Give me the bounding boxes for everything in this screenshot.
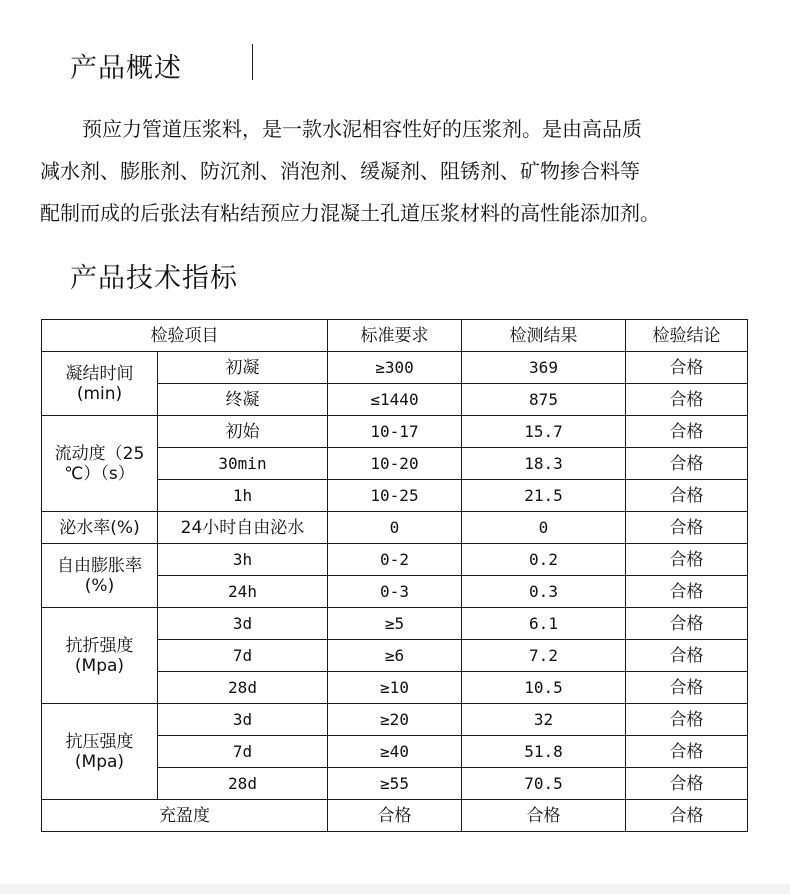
cell-conclusion: 合格 xyxy=(626,736,748,768)
cell-item: 1h xyxy=(158,480,328,512)
table-row xyxy=(42,704,748,736)
cell-standard: ≥300 xyxy=(328,352,462,384)
cell-result: 70.5 xyxy=(462,768,626,800)
cell-result: 18.3 xyxy=(462,448,626,480)
cell-conclusion: 合格 xyxy=(626,384,748,416)
spec-table xyxy=(41,319,748,832)
cell-item: 24小时自由泌水 xyxy=(158,512,328,544)
group-flexural-strength: 抗折强度 (Mpa) xyxy=(42,608,158,704)
overview-line-1: 预应力管道压浆料，是一款水泥相容性好的压浆剂。是由高品质 xyxy=(82,117,642,141)
cell-conclusion: 合格 xyxy=(626,800,748,832)
table-row xyxy=(42,416,748,448)
cell-result: 369 xyxy=(462,352,626,384)
group-setting-time: 凝结时间 (min) xyxy=(42,352,158,416)
cell-conclusion: 合格 xyxy=(626,416,748,448)
cell-standard: 10-20 xyxy=(328,448,462,480)
cell-conclusion: 合格 xyxy=(626,544,748,576)
header-item: 检验项目 xyxy=(42,320,328,352)
table-header-row xyxy=(42,320,748,352)
cell-item: 7d xyxy=(158,640,328,672)
cell-conclusion: 合格 xyxy=(626,672,748,704)
cell-item: 初凝 xyxy=(158,352,328,384)
cell-result: 合格 xyxy=(462,800,626,832)
cell-standard: 10-25 xyxy=(328,480,462,512)
overview-line-2: 减水剂、膨胀剂、防沉剂、消泡剂、缓凝剂、阻锈剂、矿物掺合料等 xyxy=(40,159,640,183)
title-divider xyxy=(252,44,253,80)
cell-item: 28d xyxy=(158,768,328,800)
cell-conclusion: 合格 xyxy=(626,768,748,800)
cell-result: 21.5 xyxy=(462,480,626,512)
table-row xyxy=(42,800,748,832)
header-result: 检测结果 xyxy=(462,320,626,352)
cell-conclusion: 合格 xyxy=(626,480,748,512)
cell-standard: ≥5 xyxy=(328,608,462,640)
group-compressive-strength: 抗压强度 (Mpa) xyxy=(42,704,158,800)
cell-item: 初始 xyxy=(158,416,328,448)
cell-conclusion: 合格 xyxy=(626,576,748,608)
cell-result: 6.1 xyxy=(462,608,626,640)
specs-title: 产品技术指标 xyxy=(70,263,238,294)
cell-standard: ≤1440 xyxy=(328,384,462,416)
header-standard: 标准要求 xyxy=(328,320,462,352)
bottom-band xyxy=(0,884,790,894)
cell-result: 51.8 xyxy=(462,736,626,768)
cell-item: 3d xyxy=(158,704,328,736)
cell-result: 875 xyxy=(462,384,626,416)
table-body xyxy=(42,352,748,832)
cell-item: 终凝 xyxy=(158,384,328,416)
cell-result: 0.2 xyxy=(462,544,626,576)
cell-filling-item: 充盈度 xyxy=(42,800,328,832)
table-row xyxy=(42,544,748,576)
cell-result: 15.7 xyxy=(462,416,626,448)
cell-result: 0.3 xyxy=(462,576,626,608)
table-row xyxy=(42,512,748,544)
group-bleeding-rate: 泌水率(%) xyxy=(42,512,158,544)
cell-standard: 10-17 xyxy=(328,416,462,448)
group-expansion-rate: 自由膨胀率 (%) xyxy=(42,544,158,608)
cell-standard: 合格 xyxy=(328,800,462,832)
group-fluidity: 流动度（25 ℃）（s） xyxy=(42,416,158,512)
cell-standard: 0-2 xyxy=(328,544,462,576)
cell-result: 10.5 xyxy=(462,672,626,704)
cell-conclusion: 合格 xyxy=(626,704,748,736)
cell-result: 0 xyxy=(462,512,626,544)
cell-standard: 0-3 xyxy=(328,576,462,608)
cell-result: 7.2 xyxy=(462,640,626,672)
overview-paragraph xyxy=(40,108,770,234)
cell-item: 7d xyxy=(158,736,328,768)
cell-item: 30min xyxy=(158,448,328,480)
cell-standard: ≥40 xyxy=(328,736,462,768)
overview-title: 产品概述 xyxy=(70,53,182,84)
cell-item: 3d xyxy=(158,608,328,640)
cell-item: 28d xyxy=(158,672,328,704)
cell-standard: ≥20 xyxy=(328,704,462,736)
header-conclusion: 检验结论 xyxy=(626,320,748,352)
cell-standard: ≥10 xyxy=(328,672,462,704)
cell-conclusion: 合格 xyxy=(626,448,748,480)
cell-standard: ≥6 xyxy=(328,640,462,672)
cell-item: 3h xyxy=(158,544,328,576)
cell-conclusion: 合格 xyxy=(626,352,748,384)
cell-item: 24h xyxy=(158,576,328,608)
cell-standard: 0 xyxy=(328,512,462,544)
cell-conclusion: 合格 xyxy=(626,640,748,672)
table-row xyxy=(42,608,748,640)
cell-conclusion: 合格 xyxy=(626,512,748,544)
cell-conclusion: 合格 xyxy=(626,608,748,640)
cell-standard: ≥55 xyxy=(328,768,462,800)
overview-line-3: 配制而成的后张法有粘结预应力混凝土孔道压浆材料的高性能添加剂。 xyxy=(40,201,660,225)
table-row xyxy=(42,352,748,384)
cell-result: 32 xyxy=(462,704,626,736)
